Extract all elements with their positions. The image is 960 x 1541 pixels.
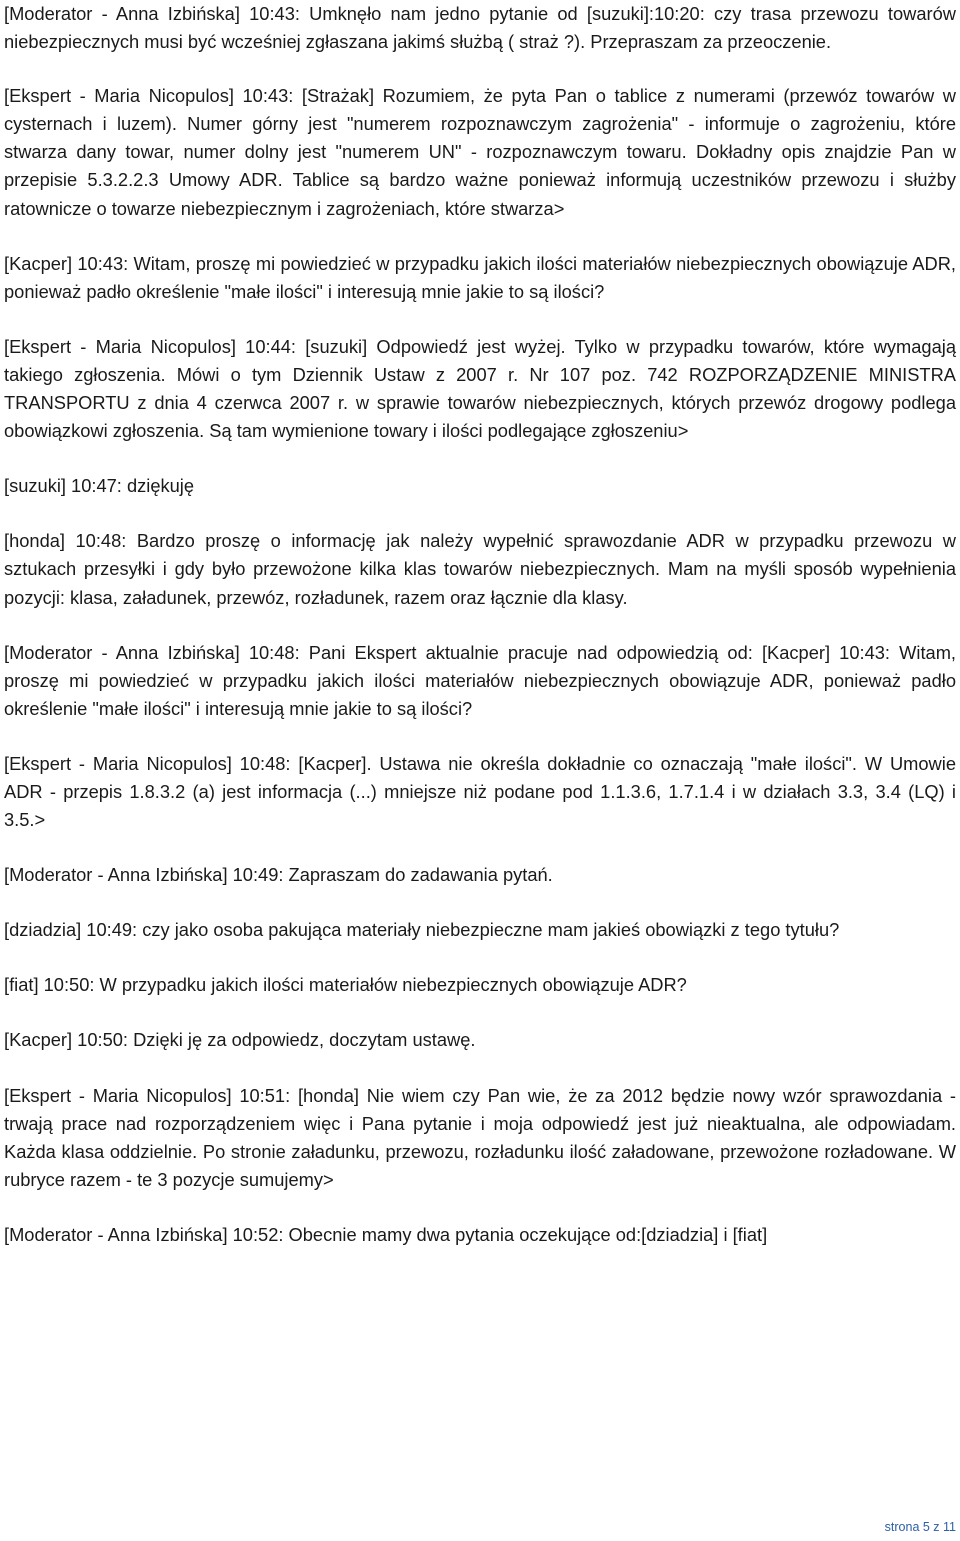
chat-message: [Ekspert - Maria Nicopulos] 10:51: [honda] Nie wiem czy Pan wie, że za 2012 będzie nowy wzór sprawozdania - trwają prace nad rozporządzeniem więc i Pana pytanie i moja odpowiedź jest już nieaktualna, ale odpowiadam. Każda klasa oddzielnie. Po stronie załadunku, przewozu, rozładunku ilość załadowane, przewożone rozładowane. W rubryce razem - te 3 pozycje sumujemy> (4, 1084, 956, 1190)
chat-message: [Kacper] 10:50: Dzięki ję za odpowiedz, doczytam ustawę. (4, 1029, 476, 1051)
chat-message: [Ekspert - Maria Nicopulos] 10:44: [suzuki] Odpowiedź jest wyżej. Tylko w przypadku towarów, które wymagają takiego zgłoszenia. Mówi o tym Dziennik Ustaw z 2007 r. Nr 107 poz. 742 ROZPORZĄDZENIE MINISTRA TRANSPORTU z dnia 4 czerwca 2007 r. w sprawie towarów niebezpiecznych, których przewóz drogowy podlega obowiązkowi zgłoszenia. Są tam wymienione towary i ilości podlegające zgłoszeniu> (4, 335, 956, 442)
chat-transcript (4, 0, 956, 1276)
chat-message: [honda] 10:48: Bardzo proszę o informację jak należy wypełnić sprawozdanie ADR w przypadku przewozu w sztukach przesyłki i gdy było przewożone kilka klas towarów niebezpiecznych. Mam na myśli sposób wypełnienia pozycji: klasa, załadunek, przewóz, rozładunek, razem oraz łącznie dla klasy. (4, 530, 956, 608)
chat-message: [Moderator - Anna Izbińska] 10:48: Pani Ekspert aktualnie pracuje nad odpowiedzią od: [Kacper] 10:43: Witam, proszę mi powiedzieć w przypadku jakich ilości materiałów niebezpiecznych obowiązuje ADR, ponieważ padło określenie "małe ilości" i interesują mnie jakie to są ilości? (4, 641, 956, 719)
chat-message: [Moderator - Anna Izbińska] 10:49: Zapraszam do zadawania pytań. (4, 864, 553, 886)
chat-message: [Ekspert - Maria Nicopulos] 10:48: [Kacper]. Ustawa nie określa dokładnie co oznaczają "małe ilości". W Umowie ADR - przepis 1.8.3.2 (a) jest informacja (...) mniejsze niż podane pod 1.1.3.6, 1.7.1.4 i w działach 3.3, 3.4 (LQ) i 3.5.> (4, 752, 956, 831)
chat-message: [Moderator - Anna Izbińska] 10:43: Umknęło nam jedno pytanie od [suzuki]:10:20: czy trasa przewozu towarów niebezpiecznych musi być wcześniej zgłaszana jakimś służbą ( straż ?). Przepraszam za przeoczenie. (4, 3, 956, 53)
chat-message: [Kacper] 10:43: Witam, proszę mi powiedzieć w przypadku jakich ilości materiałów niebezpiecznych obowiązuje ADR, ponieważ padło określenie "małe ilości" i interesują mnie jakie to są ilości? (4, 252, 956, 302)
chat-message: [dziadzia] 10:49: czy jako osoba pakująca materiały niebezpieczne mam jakieś obowiązki z tego tytułu? (4, 919, 840, 941)
chat-message: [Ekspert - Maria Nicopulos] 10:43: [Strażak] Rozumiem, że pyta Pan o tablice z numerami (przewóz towarów w cysternach i luzem). Numer górny jest "numerem rozpoznawczym zagrożenia" - informuje o zagrożeniu, które stwarza dany towar, numer dolny jest "numerem UN" - rozpoznawczym towaru. Dokładny opis znajdzie Pan w przepisie 5.3.2.2.3 Umowy ADR. Tablice są bardzo ważne ponieważ informują uczestników przewozu i służby ratownicze o towarze niebezpiecznym i zagrożeniach, które stwarza> (4, 85, 956, 219)
chat-message: [Moderator - Anna Izbińska] 10:52: Obecnie mamy dwa pytania oczekujące od:[dziadzia] i [fiat] (4, 1223, 768, 1245)
chat-message: [suzuki] 10:47: dziękuję (4, 475, 195, 497)
chat-message: [fiat] 10:50: W przypadku jakich ilości materiałów niebezpiecznych obowiązuje ADR? (4, 974, 687, 996)
page-number: strona 5 z 11 (884, 1520, 956, 1534)
